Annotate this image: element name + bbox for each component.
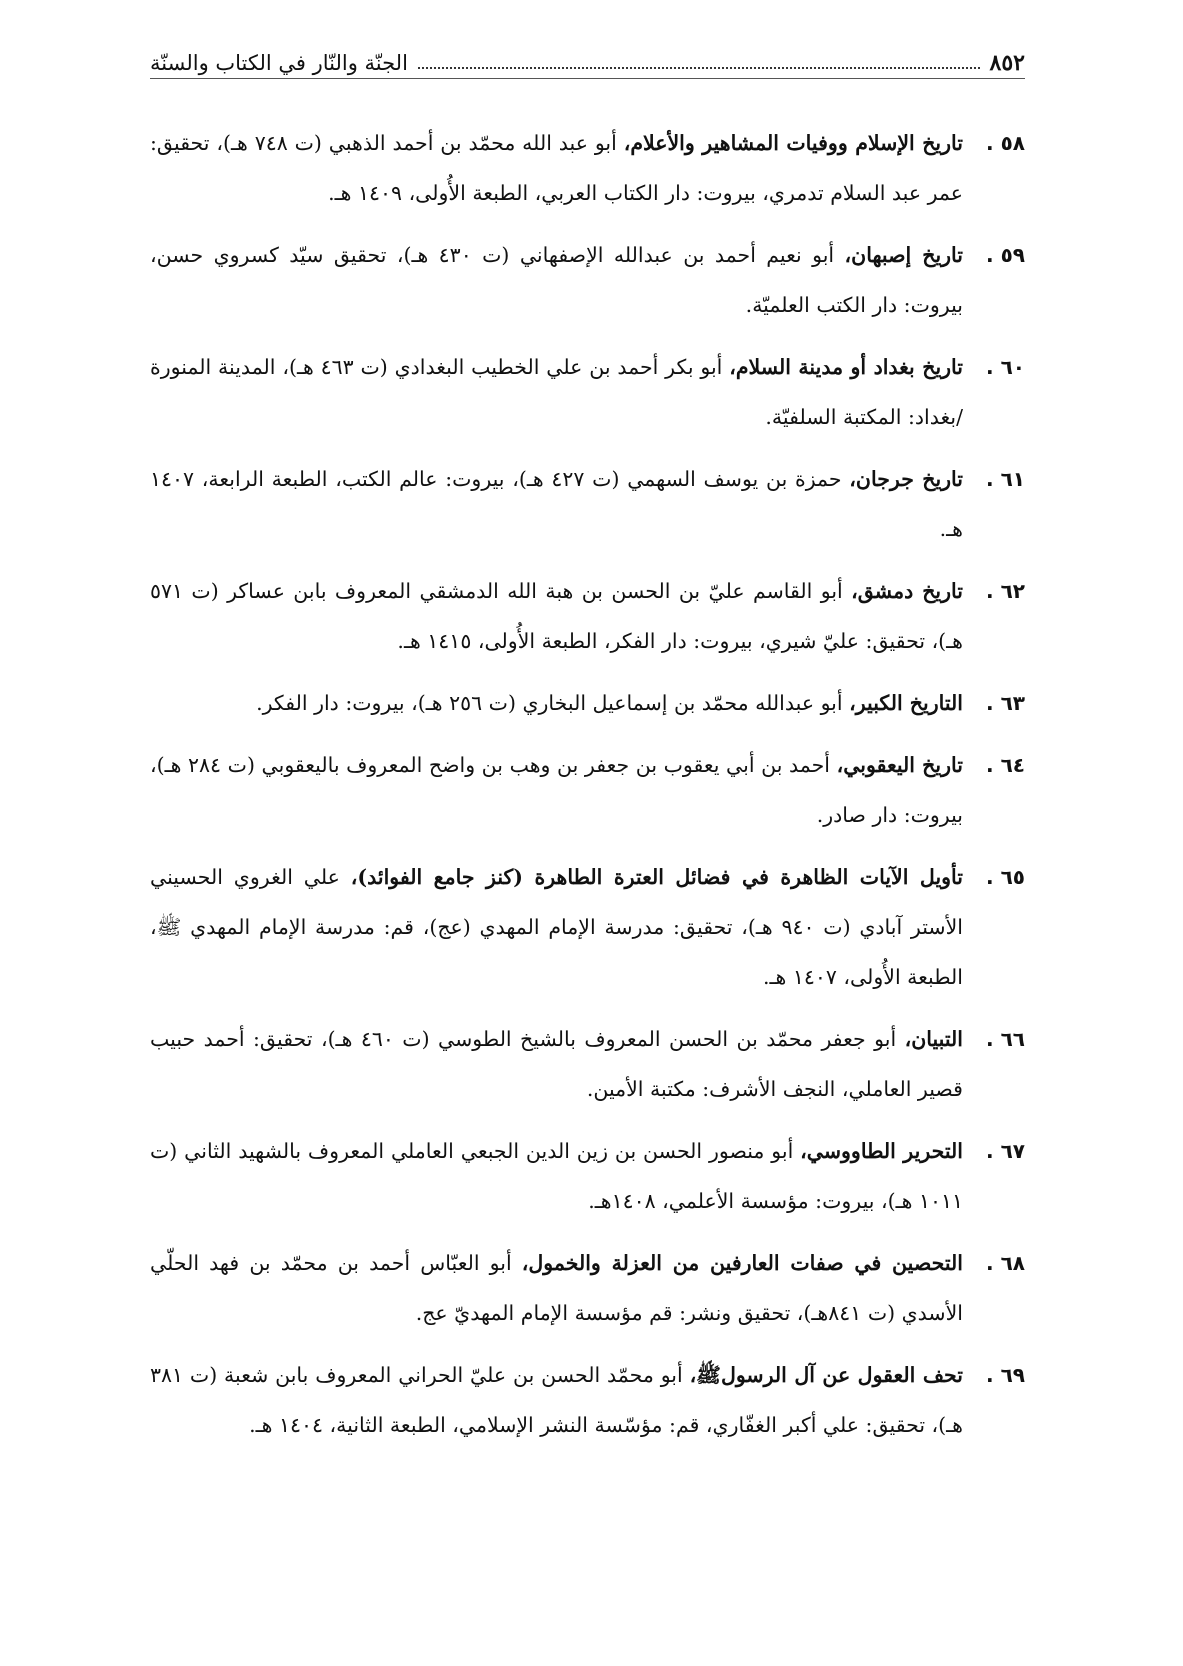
entry-number: ٦١ .: [986, 467, 1025, 491]
entry-details: أبو العبّاس أحمد بن محمّد بن فهد الحلّي الأسدي (ت ٨٤١هـ)، تحقيق ونشر: قم مؤسسة الإمام المهديّ عج.: [150, 1251, 963, 1325]
entry-details: أبو محمّد الحسن بن عليّ الحراني المعروف بابن شعبة (ت ٣٨١ هـ)، تحقيق: علي أكبر الغفّاري، قم: مؤسّسة النشر الإسلامي، الطبعة الثانية، ١٤٠٤ هـ.: [150, 1363, 963, 1437]
bibliography-entry: [150, 1126, 1025, 1226]
entry-details: حمزة بن يوسف السهمي (ت ٤٢٧ هـ)، بيروت: عالم الكتب، الطبعة الرابعة، ١٤٠٧ هـ.: [150, 467, 963, 541]
entry-title: تاريخ دمشق،: [851, 579, 963, 603]
book-title: الجنّة والنّار في الكتاب والسنّة: [150, 51, 408, 75]
entry-title: تاريخ الإسلام ووفيات المشاهير والأعلام،: [623, 131, 963, 155]
bibliography-entry: [150, 678, 1025, 728]
bibliography-entry: [150, 1014, 1025, 1114]
entry-details: أبو القاسم عليّ بن الحسن بن هبة الله الدمشقي المعروف بابن عساكر (ت ٥٧١ هـ)، تحقيق: عليّ شيري، بيروت: دار الفكر، الطبعة الأُولى، ١٤١٥ هـ.: [150, 579, 963, 653]
entry-details: أبو عبد الله محمّد بن أحمد الذهبي (ت ٧٤٨ هـ)، تحقيق: عمر عبد السلام تدمري، بيروت: دار الكتاب العربي، الطبعة الأُولى، ١٤٠٩ هـ.: [150, 131, 963, 205]
entry-number: ٦٢ .: [986, 579, 1025, 603]
bibliography-entry: [150, 1350, 1025, 1450]
bibliography-entry: [150, 852, 1025, 1002]
entry-details: أبو بكر أحمد بن علي الخطيب البغدادي (ت ٤٦٣ هـ)، المدينة المنورة /بغداد: المكتبة السلفيّة.: [150, 355, 963, 429]
bibliography-list: [150, 118, 1025, 1462]
entry-title: تاريخ جرجان،: [849, 467, 964, 491]
header-dot-leader: [418, 67, 980, 69]
page-number: ٨٥٢: [989, 50, 1025, 76]
entry-title: تاريخ بغداد أو مدينة السلام،: [729, 355, 964, 379]
entry-number: ٦٦ .: [986, 1027, 1025, 1051]
running-header: [150, 40, 1025, 74]
entry-details: أبو جعفر محمّد بن الحسن المعروف بالشيخ الطوسي (ت ٤٦٠ هـ)، تحقيق: أحمد حبيب قصير العاملي، النجف الأشرف: مكتبة الأمين.: [150, 1027, 963, 1101]
entry-details: علي الغروي الحسيني الأستر آبادي (ت ٩٤٠ هـ)، تحقيق: مدرسة الإمام المهدي (عج)، قم: مدرسة الإمام المهدي ﷺ، الطبعة الأُولى، ١٤٠٧ هـ.: [150, 865, 963, 989]
entry-number: ٦٣ .: [986, 691, 1025, 715]
entry-number: ٥٨ .: [986, 131, 1025, 155]
entry-title: التبيان،: [904, 1027, 963, 1051]
entry-details: أبو عبدالله محمّد بن إسماعيل البخاري (ت ٢٥٦ هـ)، بيروت: دار الفكر.: [256, 691, 850, 715]
entry-title: تحف العقول عن آل الرسولﷺ،: [689, 1363, 963, 1387]
entry-title: تاريخ اليعقوبي،: [836, 753, 963, 777]
entry-number: ٦٧ .: [986, 1139, 1025, 1163]
entry-title: تاريخ إصبهان،: [844, 243, 964, 267]
entry-number: ٦٤ .: [986, 753, 1025, 777]
entry-number: ٦٨ .: [986, 1251, 1025, 1275]
entry-title: التحصين في صفات العارفين من العزلة والخمول،: [521, 1251, 963, 1275]
bibliography-entry: [150, 230, 1025, 330]
bibliography-entry: [150, 566, 1025, 666]
entry-title: التحرير الطاووسي،: [800, 1139, 963, 1163]
entry-details: أحمد بن أبي يعقوب بن جعفر بن وهب بن واضح المعروف باليعقوبي (ت ٢٨٤ هـ)، بيروت: دار صادر.: [150, 753, 963, 827]
bibliography-entry: [150, 740, 1025, 840]
entry-number: ٦٩ .: [986, 1363, 1025, 1387]
entry-title: التاريخ الكبير،: [849, 691, 963, 715]
bibliography-entry: [150, 454, 1025, 554]
entry-number: ٥٩ .: [986, 243, 1025, 267]
entry-details: أبو نعيم أحمد بن عبدالله الإصفهاني (ت ٤٣٠ هـ)، تحقيق سيّد كسروي حسن، بيروت: دار الكتب العلميّة.: [150, 243, 963, 317]
header-rule: [150, 78, 1025, 79]
entry-number: ٦٥ .: [986, 865, 1025, 889]
entry-number: ٦٠ .: [986, 355, 1025, 379]
bibliography-entry: [150, 118, 1025, 218]
bibliography-entry: [150, 342, 1025, 442]
entry-details: أبو منصور الحسن بن زين الدين الجبعي العاملي المعروف بالشهيد الثاني (ت ١٠١١ هـ)، بيروت: مؤسسة الأعلمي، ١٤٠٨هـ.: [150, 1139, 963, 1213]
bibliography-entry: [150, 1238, 1025, 1338]
entry-title: تأويل الآيات الظاهرة في فضائل العترة الطاهرة (كنز جامع الفوائد)،: [350, 865, 963, 889]
